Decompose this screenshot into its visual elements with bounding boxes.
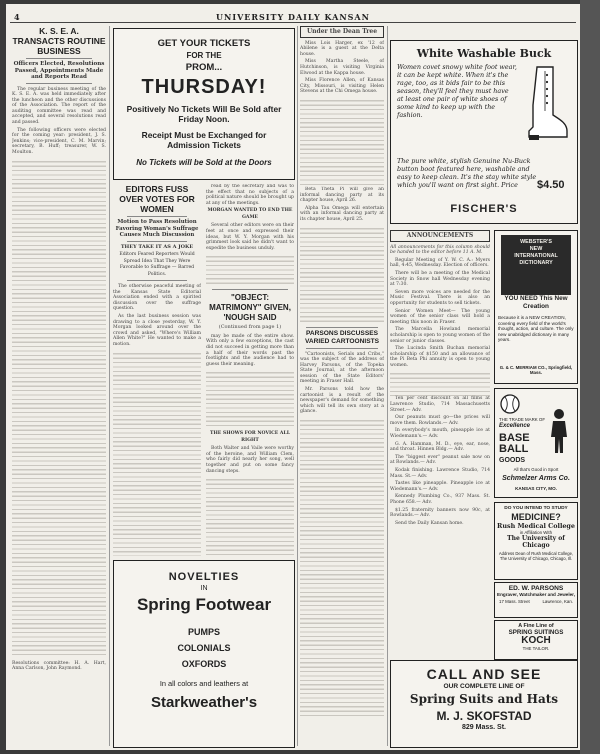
announcement-item: Regular Meeting of Y. W. C. A.: Myers hall, 4:45, Wednesday. Election of officers. — [390, 257, 490, 269]
announcement-item: Seven more voices are needed for the Music Festival. There is also an opportunity for students to sell tickets. — [390, 289, 490, 306]
medicine-line: in Affiliation With — [519, 530, 553, 535]
novelties-line: PUMPS — [187, 627, 220, 637]
medicine-line: Rush Medical College — [497, 522, 575, 530]
koch-line: SPRING SUITINGS — [508, 629, 564, 636]
announcement-item: Senior Women Meet— The young women of the senior class will hold a meeting this noon in Fraser. — [390, 308, 490, 325]
ksea-paragraph: The regular business meeting of the K. S. E. A. was held immediately after the luncheon and the other discussions of the Association. The report of the auditing committee was read and accepted, and several resolutions read and passed. — [12, 86, 106, 126]
continued-note: (Continued from page 1) — [218, 324, 282, 331]
suffrage-headline: EDITORS FUSS OVER VOTES FOR WOMEN — [119, 184, 195, 214]
ksea-paragraph: The following officers were elected for the coming year: president, J. S. Jenkins; vice-president, C. M. Marvin; secretary, B. Huff; treasurer, W. S. Moulton. — [12, 127, 106, 156]
medicine-line: The University of Chicago — [507, 535, 565, 549]
matrimony-headline: "OBJECT: MATRIMONY" GIVEN, 'NOUGH SAID — [209, 293, 291, 322]
suffrage-continued-paragraph: Several other editors were on their feet at once and expressed their ideas, but W. Y. Morgan with his grimmest look said he didn't want to expedite the business unduly. — [206, 223, 294, 251]
column-rule — [387, 26, 388, 746]
announcement-item: Kennedy Plumbing Co., 937 Mass. St. Phone 658.— Adv. — [390, 494, 490, 505]
announcement-item: The Lucinda Smith Buchan memorial scholarship of $150 and an allowance of the Pi Beta Phi annuity is open to young women. — [390, 346, 490, 368]
newspaper-name: UNIVERSITY DAILY KANSAN — [216, 12, 370, 22]
matrimony-text — [206, 369, 294, 429]
baseball-line: THE TRADE MARK OF — [499, 417, 546, 422]
suffrage-continued-text — [206, 253, 294, 287]
announcement-item: In everybody's mouth, pineapple ice at Wiedemann's.— Adv. — [390, 428, 490, 440]
suffrage-subhead: Motion to Pass Resolution Favoring Woman's Suffrage Causes Much Discussion — [115, 219, 199, 238]
parsons-paragraph: "Cartoonists, Serials and Cribs," was the subject of the address of Harvey Parsons, of the Topeka State Journal, at the afternoon session of the State Editors' meeting in Fraser Hall. — [300, 351, 384, 385]
suffrage-article-text — [113, 350, 201, 556]
buck-title: White Washable Buck — [416, 47, 552, 60]
announcements-title: ANNOUNCEMENTS — [390, 230, 490, 242]
tickets-line: FOR THE — [186, 51, 222, 60]
novelties-line: COLONIALS — [177, 643, 231, 653]
tickets-line: No Tickets will be Sold at the Doors — [136, 158, 272, 167]
spine-text: WEBSTER'S — [520, 239, 552, 245]
announcements-text — [390, 370, 490, 396]
dictionary-spine — [501, 235, 571, 295]
society-item: Miss Florence Allen, of Kansas City, Missouri, is visiting Helen Stevens at the Chi Omega house. — [300, 78, 384, 95]
ksea-headline: K. S. E. A. TRANSACTS ROUTINE BUSINESS — [12, 26, 106, 56]
skofstad-line: OUR COMPLETE LINE OF — [443, 683, 525, 690]
announcement-item: Our peanuts must go—the prices will move them. Rowlands.— Adv. — [390, 415, 490, 426]
starkweathers-name: Starkweather's — [150, 694, 258, 711]
webster-body: Because it is a NEW CREATION, covering every field of the world's thought, action, and culture. The only new unabridged dictionary in many years. — [498, 315, 574, 343]
resolutions-label: Resolutions committee: — [12, 660, 70, 666]
column-1 — [12, 26, 106, 746]
tickets-line: GET YOUR TICKETS — [157, 38, 251, 49]
announcement-item: Tastes like pineapple. Pineapple ice at Wiedemann's.— Adv. — [390, 481, 490, 492]
matrimony-paragraph: Both Walter and Vaile were worthy of the heroine, and William Clem, who fairly did nearly her song, well together and put on some fancy dancing steps. — [206, 446, 294, 474]
webster-publisher: G. & C. MERRIAM CO., Springfield, Mass. — [499, 365, 573, 376]
society-text — [300, 225, 384, 325]
novelties-line: OXFORDS — [181, 659, 227, 669]
suffrage-paragraph: The otherwise peaceful meeting of the Kansas State Editorial Association ended with a spirited discussion over the suffrage question. — [113, 284, 201, 312]
medicine-line: Address Dean of Rush Medical College, The University of Chicago, Chicago, Ill. — [498, 551, 574, 561]
koch-line: A Fine Line of — [518, 623, 554, 629]
newspaper-page — [6, 4, 580, 750]
parsons-paragraph: Mr. Parsons told how the cartoonist is a result of the newspaper's demand for something which will tell its own story at a glance. — [300, 387, 384, 415]
announcement-item: Send the Daily Kansan home. — [395, 520, 464, 526]
column-rule — [297, 26, 298, 746]
masthead-rule — [10, 22, 576, 23]
spine-text: NEW — [529, 246, 543, 252]
schmelzer-name: Schmelzer Arms Co. — [502, 475, 570, 482]
tickets-line: Receipt Must be Exchanged for Admission Tickets — [141, 130, 267, 150]
boot-icon — [519, 65, 571, 141]
announcements-intro: All announcements for this column should be handed to the editor before 11 A. M. — [390, 244, 490, 256]
column-4 — [300, 26, 384, 746]
column-rule — [109, 26, 110, 746]
webster-heading: YOU NEED This New Creation — [504, 295, 568, 310]
announcement-item: The Marcella Howland memorial scholarship is open to young women of the senior or junior classes. — [390, 327, 490, 344]
skofstad-suits-ad — [390, 660, 578, 748]
matrimony-paragraph: may be made of the entire show. With only a few exceptions, the cast did not succeed in getting more than a half of their words past the footlights and the audience had to guess their meaning. — [206, 333, 294, 367]
page-number: 4 — [14, 12, 21, 22]
baseball-line: KANSAS CITY, MO. — [515, 486, 557, 491]
parsons-text — [300, 417, 384, 717]
koch-name: KOCH — [521, 635, 551, 646]
announcement-item: Ten per cent discount on all films at Lawrence Studio, 714 Massachusetts Street.— Adv. — [390, 396, 490, 413]
skofstad-line: Spring Suits and Hats — [409, 692, 559, 706]
matrimony-text — [206, 476, 294, 556]
buck-text: Women covet snowy white foot wear, it can be kept white. When it's the rage, too, as it bids fair to be this season, they'll feel they must have at least one pair of white shoes of some kind to keep up with the fashion. — [397, 63, 517, 119]
novelties-line: In all colors and leathers at — [159, 679, 249, 688]
tickets-line: PROM... — [185, 62, 223, 73]
society-text — [300, 97, 384, 187]
koch-tailor-ad — [494, 620, 578, 660]
webster-dictionary-ad — [494, 230, 578, 384]
morgan-kicker: MORGAN WANTED TO END THE GAME — [207, 208, 293, 220]
novelties-line: IN — [200, 585, 208, 592]
suffrage-kicker-sub: Editors Feared Reporters Would Spread Idea That They Were Favorable to Suffrage — Barred Politics. — [119, 252, 195, 277]
announcement-item: $1.25 fraternity banners now 90c, at Rowlands.— Adv. — [390, 507, 490, 519]
skofstad-name: M. J. SKOFSTAD — [436, 709, 532, 723]
parsons-line: 17 Mass. Street — [499, 598, 530, 604]
skofstad-address: 829 Mass. St. — [462, 724, 506, 731]
society-item: Miss Lois Harger, ex '12 of Abilene is a guest at the Delta house. — [300, 40, 384, 57]
medicine-heading: MEDICINE? — [511, 512, 561, 522]
rush-medical-ad — [494, 502, 578, 580]
suffrage-paragraph: As the last business session was drawing to a close yesterday, W. Y. Morgan looked around over the crowd and asked, "Where's William Allen White?" He wanted to make a motion. — [113, 313, 201, 347]
novelties-line: NOVELTIES — [168, 571, 240, 583]
announcement-item: The "biggest ever" peanut sale now on at Rowlands.— Adv. — [390, 454, 490, 466]
novice-kicker: THE SHOWS FOR NOVICE ALL RIGHT — [210, 431, 290, 443]
ballplayer-icon — [545, 407, 573, 455]
spine-text: INTERNATIONAL — [514, 253, 558, 259]
parsons-line: Lawrence, Kan. — [542, 598, 573, 604]
baseball-icon — [499, 393, 521, 415]
medicine-line: DO YOU INTEND TO STUDY — [504, 506, 568, 511]
column-2 — [113, 184, 201, 556]
parsons-jeweler-ad — [494, 582, 578, 618]
society-item: Beta Theta Pi will give an informal dancing party at its chapter house, April 26. — [300, 186, 384, 204]
announcement-item: There will be a meeting of the Medical Society in Snow hall Wednesday evening at 7:30. — [390, 270, 490, 288]
parsons-headline: PARSONS DISCUSSES VARIED CARTOONISTS — [304, 329, 380, 345]
baseball-line: GOODS — [499, 457, 526, 464]
spine-text: DICTIONARY — [519, 260, 553, 266]
fischers-name: FISCHER'S — [450, 203, 518, 215]
binding-gutter — [580, 0, 600, 754]
announcement-item: G. A. Hamman, M. D., eye, ear, nose, and throat. Hinnen Bldg.— Adv. — [390, 441, 490, 453]
suffrage-kicker: THEY TAKE IT AS A JOKE — [120, 243, 194, 250]
parsons-name: ED. W. PARSONS — [508, 585, 564, 592]
column-3 — [206, 184, 294, 556]
baseball-heading: BASE BALL — [499, 432, 530, 455]
novelties-footwear-ad — [113, 560, 295, 748]
baseball-goods-ad — [494, 388, 578, 498]
suffrage-continued-paragraph: read by the secretary and was to the effect that no subjects of a political nature should be brought up at any of the meetings. — [206, 184, 294, 206]
tickets-line: Positively No Tickets Will Be Sold after Friday Noon. — [126, 104, 282, 124]
baseball-line: Excellence — [499, 423, 531, 429]
resolutions-committee — [12, 661, 106, 672]
spring-footwear-heading: Spring Footwear — [136, 595, 272, 614]
prom-tickets-ad — [113, 28, 295, 180]
ksea-article-text — [12, 158, 106, 658]
parsons-address — [499, 599, 573, 604]
resolutions-names: H. A. Hart, Anna Carlson, John Raymond. — [12, 660, 106, 672]
thursday-heading: THURSDAY! — [141, 76, 267, 98]
koch-line: THE TAILOR. — [522, 646, 550, 651]
society-item: Miss Martha Steele, of Hutchinson, is visiting Virginia Elwood at the Kappa house. — [300, 59, 384, 76]
skofstad-heading: CALL AND SEE — [426, 666, 542, 682]
announcement-item: Kodak finishing. Lawrence Studio, 714 Mass. St.— Adv. — [390, 468, 490, 479]
buck-text-2: The pure white, stylish Genuine Nu-Buck button boot featured here, washable and easy to keep clean. It's the stay white style which you'll want on first sight. Price — [397, 157, 537, 189]
baseball-line: All that's Good in Sport — [513, 467, 559, 472]
buck-price: $4.50 — [537, 179, 565, 191]
white-buck-ad — [390, 40, 578, 224]
society-item: Alpha Tau Omega will entertain with an informal dancing party at its chapter house, April 25. — [300, 205, 384, 222]
ksea-subhead: Officers Elected, Resolutions Passed, Appointments Made and Reports Read — [13, 61, 105, 80]
parsons-line: Engraver, Watchmaker and Jeweler, — [497, 592, 575, 597]
dean-tree-title: Under the Dean Tree — [300, 26, 384, 38]
